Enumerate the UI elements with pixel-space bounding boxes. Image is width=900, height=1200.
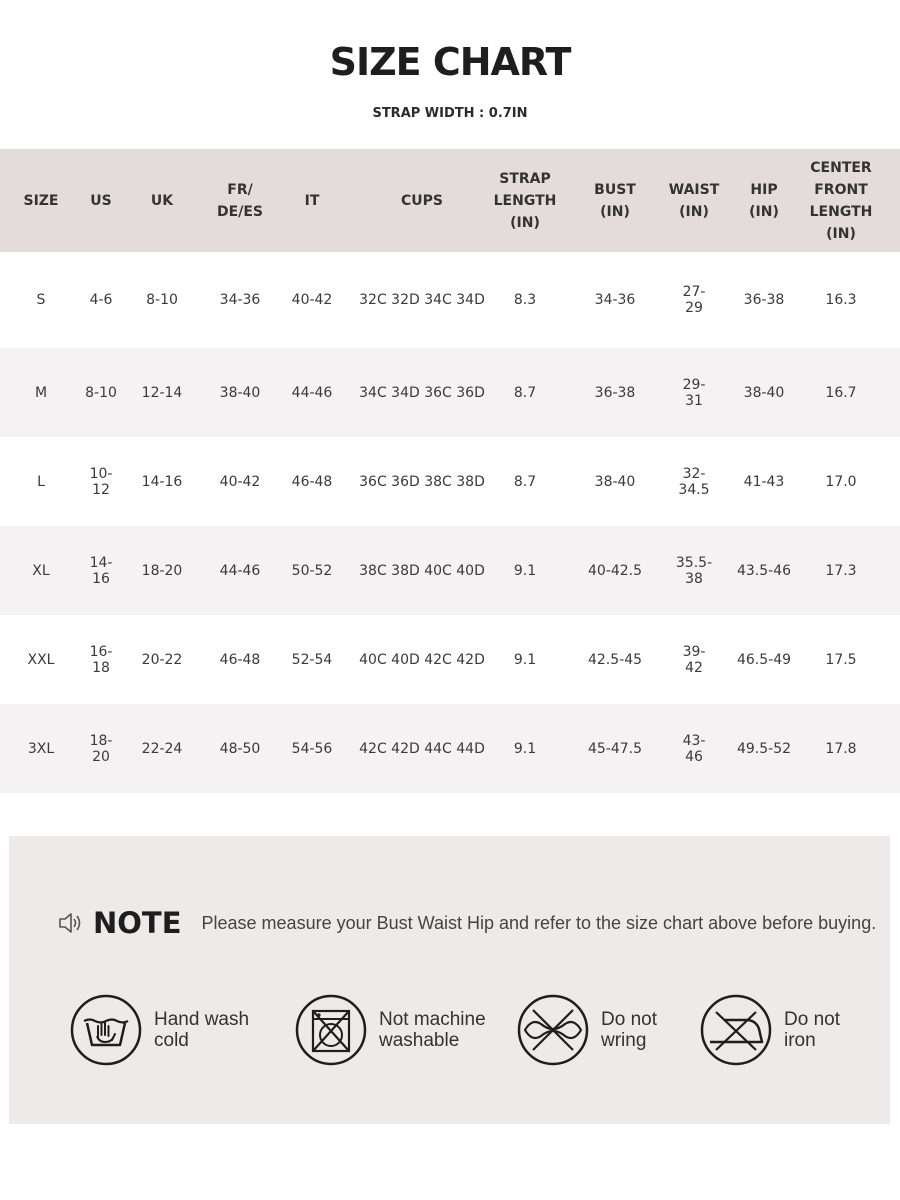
care-item-hand-wash [70, 994, 249, 1066]
care-item-no-wring [517, 994, 657, 1066]
hand-wash-icon [70, 994, 142, 1066]
care-item-no-iron [700, 994, 840, 1066]
care-label: Do not iron [784, 1009, 840, 1051]
table-row [0, 348, 900, 437]
header-cell: US [90, 192, 112, 209]
table-cell: 44-46 [219, 562, 261, 579]
table-cell: 40-42 [219, 473, 261, 490]
table-cell: 27-29 [682, 284, 706, 316]
table-cell: 39-42 [682, 643, 706, 676]
header-cell: WAIST (IN) [668, 181, 720, 220]
table-row [0, 704, 900, 793]
table-cell: M [34, 384, 48, 401]
table-cell: 16.7 [825, 384, 857, 401]
table-cell: 18-20 [89, 732, 113, 765]
page-title: SIZE CHART [329, 40, 571, 84]
table-cell: 43-46 [682, 732, 706, 765]
table-cell: 38-40 [743, 384, 785, 401]
table-cell: 35.5-38 [675, 554, 713, 587]
table-cell: 32-34.5 [678, 465, 710, 498]
table-cell: 8.3 [513, 292, 537, 308]
table-cell: 10-12 [89, 465, 113, 498]
no-machine-wash-icon [295, 994, 367, 1066]
table-header-row [0, 149, 900, 252]
table-cell: 36-38 [743, 292, 785, 308]
table-cell: 43.5-46 [736, 562, 792, 579]
table-row [0, 252, 900, 348]
table-row [0, 615, 900, 704]
table-cell: 46.5-49 [736, 651, 792, 668]
table-cell: 32C 32D 34C 34D [359, 292, 485, 308]
table-cell: 44-46 [291, 384, 333, 401]
header-cell: SIZE [23, 192, 59, 209]
header-cell: BUST (IN) [594, 181, 636, 220]
table-cell: 52-54 [291, 651, 333, 668]
table-cell: 9.1 [513, 740, 537, 757]
table-cell: XL [32, 562, 50, 579]
table-cell: 16-18 [89, 643, 113, 676]
no-iron-icon [700, 994, 772, 1066]
header-cell: HIP (IN) [749, 181, 779, 220]
table-cell: 17.5 [825, 651, 857, 668]
table-cell: 38C 38D 40C 40D [359, 562, 485, 579]
table-cell: 8.7 [513, 473, 537, 490]
table-cell: 40-42 [291, 292, 333, 308]
table-cell: S [36, 292, 46, 308]
note-title: NOTE [93, 906, 182, 940]
table-cell: 8.7 [513, 384, 537, 401]
table-cell: 42C 42D 44C 44D [359, 740, 485, 757]
table-cell: 34-36 [219, 292, 261, 308]
header-cell: IT [304, 192, 320, 209]
table-cell: 36-38 [594, 384, 636, 401]
no-wring-icon [517, 994, 589, 1066]
table-cell: 16.3 [825, 292, 857, 308]
header-cell: UK [150, 192, 174, 209]
table-cell: 3XL [27, 740, 55, 757]
table-cell: 9.1 [513, 651, 537, 668]
header-cell: CENTER FRONT LENGTH (IN) [809, 159, 873, 242]
table-cell: 14-16 [89, 554, 113, 587]
table-cell: 29-31 [682, 376, 706, 409]
table-cell: 17.3 [825, 562, 857, 579]
table-cell: 4-6 [89, 292, 113, 308]
table-cell: 49.5-52 [736, 740, 792, 757]
table-cell: 54-56 [291, 740, 333, 757]
table-cell: 18-20 [141, 562, 183, 579]
table-cell: 36C 36D 38C 38D [359, 473, 485, 490]
table-cell: 46-48 [291, 473, 333, 490]
table-cell: 22-24 [141, 740, 183, 757]
table-cell: 40C 40D 42C 42D [359, 651, 485, 668]
table-cell: 8-10 [85, 384, 117, 401]
table-cell: 34C 34D 36C 36D [359, 384, 485, 401]
table-cell: 17.0 [825, 473, 857, 490]
table-row [0, 437, 900, 526]
strap-width-subtitle: STRAP WIDTH : 0.7IN [372, 106, 528, 121]
table-cell: 40-42.5 [587, 562, 643, 579]
size-chart-table [0, 149, 900, 793]
table-cell: 38-40 [219, 384, 261, 401]
care-label: Not machine washable [379, 1009, 486, 1051]
table-cell: 12-14 [141, 384, 183, 401]
table-cell: 46-48 [219, 651, 261, 668]
care-item-no-machine-wash [295, 994, 486, 1066]
table-cell: 41-43 [743, 473, 785, 490]
table-cell: 38-40 [594, 473, 636, 490]
table-cell: L [37, 473, 45, 490]
header-cell: FR/ DE/ES [217, 181, 263, 220]
table-cell: 34-36 [594, 292, 636, 308]
header-cell: CUPS [401, 192, 443, 209]
note-row [57, 906, 876, 940]
care-label: Hand wash cold [154, 1009, 250, 1051]
table-cell: 48-50 [219, 740, 261, 757]
table-cell: 50-52 [291, 562, 333, 579]
table-cell: 17.8 [825, 740, 857, 757]
table-cell: 45-47.5 [587, 740, 643, 757]
table-cell: XXL [27, 651, 55, 668]
care-label: Do not wring [601, 1009, 657, 1051]
table-row [0, 526, 900, 615]
note-panel [9, 836, 890, 1124]
table-cell: 8-10 [146, 292, 178, 308]
table-cell: 9.1 [513, 562, 537, 579]
table-cell: 42.5-45 [587, 651, 643, 668]
speaker-icon [57, 910, 83, 936]
table-cell: 20-22 [141, 651, 183, 668]
note-text: Please measure your Bust Waist Hip and refer to the size chart above before buying. [201, 912, 877, 933]
header-cell: STRAP LENGTH (IN) [493, 170, 557, 231]
table-cell: 14-16 [141, 473, 183, 490]
